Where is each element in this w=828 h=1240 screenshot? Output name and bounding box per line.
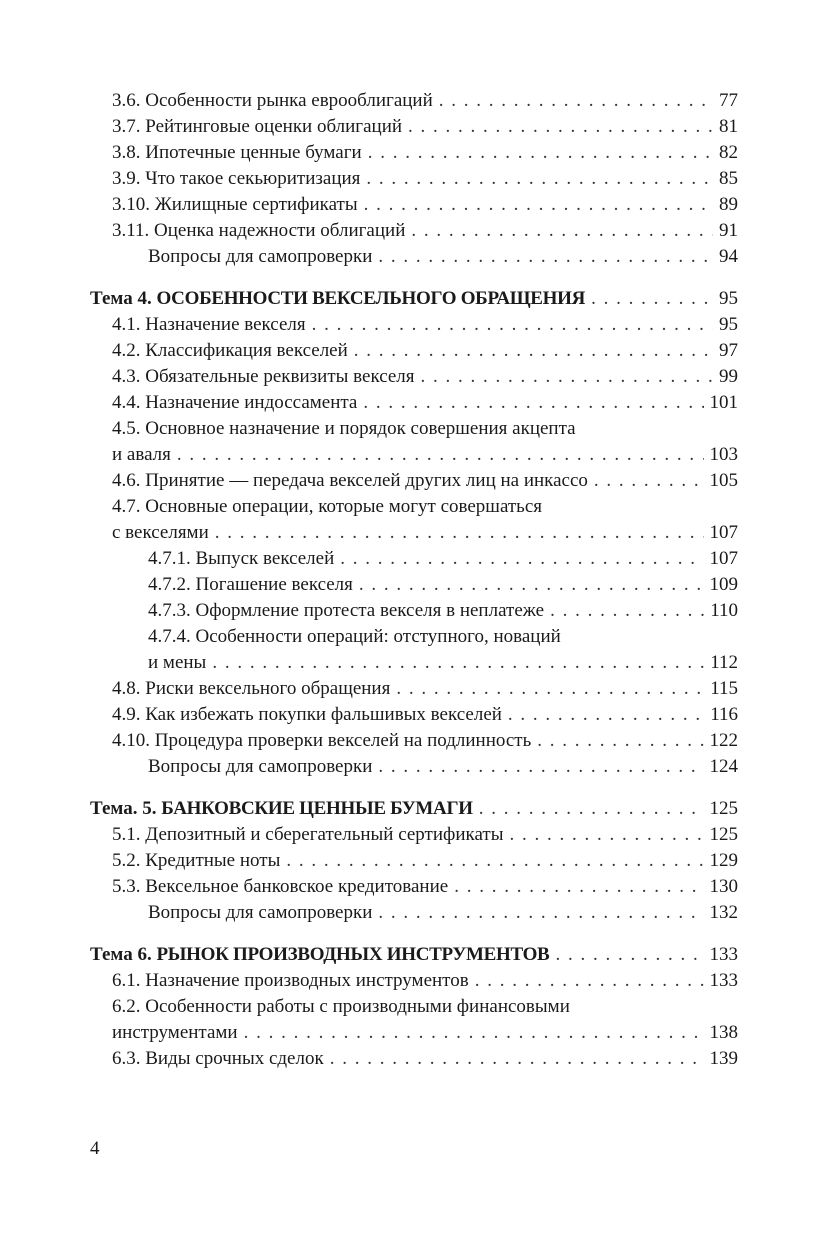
- topic-title: ОСОБЕННОСТИ ВЕКСЕЛЬНОГО ОБРАЩЕНИЯ: [156, 288, 586, 309]
- toc-page-ref: 112: [710, 652, 738, 673]
- toc-entry: [90, 88, 738, 114]
- toc-page-ref: 107: [709, 522, 738, 543]
- toc-page-ref: 125: [709, 824, 738, 845]
- toc-entry-number: 3.7.: [112, 116, 141, 137]
- toc-entry: [90, 218, 738, 244]
- dot-leader: [479, 796, 704, 822]
- toc-page-ref: 105: [709, 470, 738, 491]
- toc-entry-title: Вопросы для самопроверки: [148, 246, 373, 267]
- toc-entry-number: 6.2.: [112, 996, 141, 1017]
- dot-leader: [378, 900, 703, 926]
- toc-entry: [90, 598, 738, 624]
- toc-entry-number: 4.1.: [112, 314, 141, 335]
- toc-entry-title: Ипотечные ценные бумаги: [145, 142, 362, 163]
- toc-page-ref: 82: [719, 142, 738, 163]
- toc-page-ref: 99: [719, 366, 738, 387]
- toc-entry-title: Оформление протеста векселя в неплатеже: [195, 600, 545, 621]
- toc-entry-title: Особенности рынка еврооблигаций: [145, 90, 433, 111]
- topic-label: Тема. 5.: [90, 798, 157, 819]
- toc-entry-number: 3.10.: [112, 194, 150, 215]
- toc-page-ref: 138: [709, 1022, 738, 1043]
- toc-entry-title: Оценка надежности облигаций: [154, 220, 406, 241]
- dot-leader: [508, 702, 704, 728]
- toc-entry-number: 5.2.: [112, 850, 141, 871]
- toc-entry: [90, 624, 738, 676]
- dot-leader: [215, 520, 704, 546]
- dot-leader: [177, 442, 704, 468]
- toc-entry-number: 4.3.: [112, 366, 141, 387]
- toc-entry-title: Как избежать покупки фальшивых векселей: [145, 704, 502, 725]
- toc-page-ref: 109: [709, 574, 738, 595]
- dot-leader: [454, 874, 703, 900]
- toc-entry-number: 4.7.2.: [148, 574, 191, 595]
- toc-entry: [90, 1046, 738, 1072]
- dot-leader: [439, 88, 713, 114]
- table-of-contents: [90, 88, 738, 1072]
- toc-page-ref: 81: [719, 116, 738, 137]
- toc-entry-number: 3.8.: [112, 142, 141, 163]
- toc-entry-title: Жилищные сертификаты: [154, 194, 358, 215]
- toc-entry-title: Вопросы для самопроверки: [148, 756, 373, 777]
- topic-title: РЫНОК ПРОИЗВОДНЫХ ИНСТРУМЕНТОВ: [156, 944, 550, 965]
- toc-entry: [90, 572, 738, 598]
- toc-entry-title: Назначение векселя: [145, 314, 306, 335]
- toc-page-ref: 77: [719, 90, 738, 111]
- toc-entry: [90, 416, 738, 468]
- toc-entry-title: Основное назначение и порядок совершения акцепта: [145, 418, 576, 439]
- toc-topic-heading: [90, 286, 738, 312]
- toc-page-ref: 133: [709, 970, 738, 991]
- toc-entry: [90, 114, 738, 140]
- toc-topic-heading: [90, 942, 738, 968]
- toc-page-ref: 130: [709, 876, 738, 897]
- toc-entry-number: 5.3.: [112, 876, 141, 897]
- dot-leader: [594, 468, 704, 494]
- toc-entry-number: 4.8.: [112, 678, 141, 699]
- dot-leader: [509, 822, 703, 848]
- toc-entry-number: 4.4.: [112, 392, 141, 413]
- toc-entry-title: Виды срочных сделок: [145, 1048, 324, 1069]
- dot-leader: [555, 942, 703, 968]
- toc-entry-title: Классификация векселей: [145, 340, 348, 361]
- toc-page-ref: 139: [709, 1048, 738, 1069]
- dot-leader: [312, 312, 713, 338]
- toc-page-ref: 94: [719, 246, 738, 267]
- dot-leader: [354, 338, 713, 364]
- toc-entry-number: 3.11.: [112, 220, 150, 241]
- dot-leader: [363, 390, 703, 416]
- toc-page-ref: 125: [709, 798, 738, 819]
- toc-topic-heading: [90, 796, 738, 822]
- toc-entry-title: Особенности операций: отступного, новаций: [195, 626, 561, 647]
- toc-entry-number: 4.7.3.: [148, 600, 191, 621]
- toc-entry-number: 3.6.: [112, 90, 141, 111]
- topic-title: БАНКОВСКИЕ ЦЕННЫЕ БУМАГИ: [161, 798, 473, 819]
- toc-page-ref: 133: [709, 944, 738, 965]
- toc-entry-title: Назначение индоссамента: [145, 392, 358, 413]
- toc-entry-title: Выпуск векселей: [195, 548, 335, 569]
- toc-page-ref: 101: [709, 392, 738, 413]
- toc-page-ref: 116: [710, 704, 738, 725]
- dot-leader: [366, 166, 713, 192]
- toc-entry: [90, 192, 738, 218]
- topic-label: Тема 4.: [90, 288, 152, 309]
- toc-entry-number: 4.7.1.: [148, 548, 191, 569]
- toc-entry: [90, 166, 738, 192]
- toc-entry-number: 4.2.: [112, 340, 141, 361]
- toc-entry: [90, 140, 738, 166]
- dot-leader: [364, 192, 713, 218]
- toc-entry: [90, 676, 738, 702]
- toc-entry: [90, 390, 738, 416]
- dot-leader: [475, 968, 704, 994]
- toc-entry-title: Депозитный и сберегательный сертификаты: [145, 824, 504, 845]
- toc-entry: [90, 244, 738, 270]
- toc-entry-number: 6.1.: [112, 970, 141, 991]
- toc-page-ref: 85: [719, 168, 738, 189]
- toc-entry: [90, 900, 738, 926]
- toc-entry-title-continued: и мены: [148, 652, 207, 673]
- toc-entry-title: Особенности работы с производными финансовыми: [145, 996, 570, 1017]
- toc-page-ref: 124: [709, 756, 738, 777]
- toc-entry-number: 4.7.4.: [148, 626, 191, 647]
- toc-entry: [90, 468, 738, 494]
- toc-entry-number: 6.3.: [112, 1048, 141, 1069]
- toc-entry: [90, 364, 738, 390]
- toc-entry-title: Риски вексельного обращения: [145, 678, 391, 699]
- page-number: 4: [90, 1138, 100, 1159]
- toc-entry: [90, 702, 738, 728]
- toc-entry-title: Кредитные ноты: [145, 850, 281, 871]
- toc-entry-title: Что такое секьюритизация: [145, 168, 361, 189]
- toc-entry: [90, 994, 738, 1046]
- toc-entry: [90, 338, 738, 364]
- toc-entry-title: Вексельное банковское кредитование: [145, 876, 449, 897]
- dot-leader: [396, 676, 704, 702]
- toc-page-ref: 97: [719, 340, 738, 361]
- toc-entry: [90, 312, 738, 338]
- toc-entry-title: Вопросы для самопроверки: [148, 902, 373, 923]
- toc-entry-number: 3.9.: [112, 168, 141, 189]
- toc-entry-number: 4.9.: [112, 704, 141, 725]
- topic-label: Тема 6.: [90, 944, 152, 965]
- dot-leader: [411, 218, 713, 244]
- dot-leader: [212, 650, 704, 676]
- toc-entry-title: Процедура проверки векселей на подлинность: [154, 730, 532, 751]
- toc-entry: [90, 728, 738, 754]
- toc-entry-title: Назначение производных инструментов: [145, 970, 469, 991]
- toc-page-ref: 110: [710, 600, 738, 621]
- dot-leader: [378, 244, 713, 270]
- dot-leader: [408, 114, 713, 140]
- toc-entry-title: Обязательные реквизиты векселя: [145, 366, 415, 387]
- toc-page-ref: 103: [709, 444, 738, 465]
- toc-entry-title: Основные операции, которые могут совершаться: [145, 496, 543, 517]
- dot-leader: [537, 728, 703, 754]
- toc-entry-title: Рейтинговые оценки облигаций: [145, 116, 403, 137]
- dot-leader: [244, 1020, 704, 1046]
- dot-leader: [378, 754, 703, 780]
- toc-page-ref: 91: [719, 220, 738, 241]
- toc-entry-number: 5.1.: [112, 824, 141, 845]
- toc-entry-title: Принятие — передача векселей других лиц на инкассо: [145, 470, 588, 491]
- dot-leader: [286, 848, 703, 874]
- toc-page-ref: 95: [719, 288, 738, 309]
- dot-leader: [591, 286, 713, 312]
- toc-entry-title-continued: и аваля: [112, 444, 171, 465]
- toc-entry: [90, 546, 738, 572]
- toc-page-ref: 89: [719, 194, 738, 215]
- toc-page-ref: 115: [710, 678, 738, 699]
- dot-leader: [550, 598, 704, 624]
- toc-entry-number: 4.5.: [112, 418, 141, 439]
- toc-page-ref: 129: [709, 850, 738, 871]
- dot-leader: [368, 140, 713, 166]
- dot-leader: [330, 1046, 704, 1072]
- toc-entry: [90, 822, 738, 848]
- toc-entry: [90, 874, 738, 900]
- toc-entry-title: Погашение векселя: [195, 574, 353, 595]
- toc-entry-title-continued: инструментами: [112, 1022, 238, 1043]
- toc-page-ref: 132: [709, 902, 738, 923]
- toc-entry-number: 4.10.: [112, 730, 150, 751]
- toc-entry: [90, 754, 738, 780]
- toc-entry-number: 4.7.: [112, 496, 141, 517]
- toc-page-ref: 122: [709, 730, 738, 751]
- toc-page-ref: 107: [709, 548, 738, 569]
- dot-leader: [340, 546, 703, 572]
- dot-leader: [421, 364, 713, 390]
- toc-entry: [90, 494, 738, 546]
- dot-leader: [359, 572, 704, 598]
- toc-entry: [90, 848, 738, 874]
- toc-page-ref: 95: [719, 314, 738, 335]
- toc-entry-number: 4.6.: [112, 470, 141, 491]
- toc-entry: [90, 968, 738, 994]
- toc-entry-title-continued: с векселями: [112, 522, 209, 543]
